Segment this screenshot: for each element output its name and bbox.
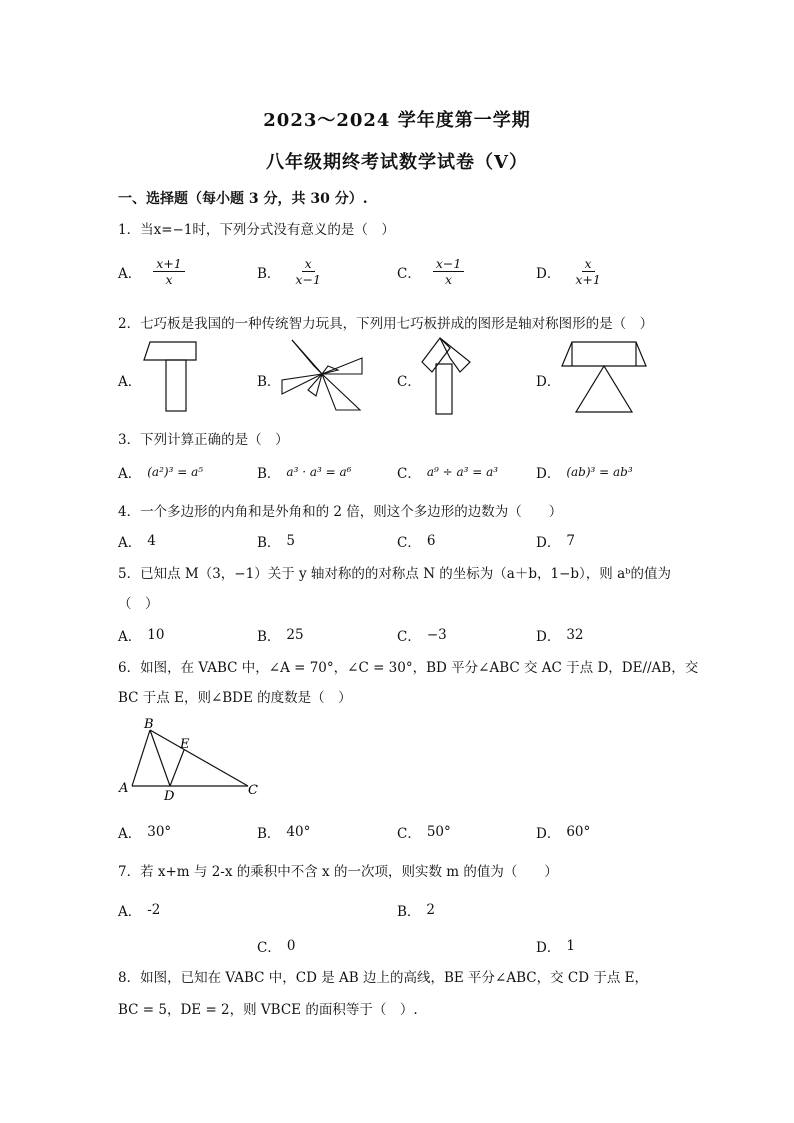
q3-option-c	[397, 462, 498, 482]
option-text: 1	[566, 938, 575, 954]
fraction	[292, 256, 323, 287]
option-label: B．	[397, 904, 421, 920]
option-text: 10	[147, 627, 165, 643]
q5-option-c	[397, 625, 447, 645]
section-heading: 一、选择题（每小题 3 分，共 30 分）.	[118, 191, 368, 207]
q3-option-a	[118, 462, 203, 482]
point-label-d: D	[164, 789, 175, 804]
option-text: 40°	[286, 824, 311, 840]
option-text: 7	[566, 533, 575, 549]
expression: (a²)³ = a⁵	[147, 465, 204, 479]
triangle-figure-q6	[116, 716, 266, 806]
q8-stem-line2: BC = 5，DE = 2，则 VBCE 的面积等于（ ）.	[118, 1002, 418, 1018]
option-text: 2	[426, 902, 436, 918]
q4-option-d	[536, 531, 575, 551]
fraction	[433, 256, 464, 287]
q3-option-d	[536, 462, 633, 482]
q6-option-b	[257, 822, 310, 842]
q6-option-c	[397, 822, 451, 842]
option-text: 5	[286, 533, 296, 549]
option-label: A．	[118, 904, 142, 920]
option-label: A．	[118, 535, 142, 551]
option-label: C．	[397, 826, 421, 842]
exam-title-line1: 2023～2024 学年度第一学期	[263, 110, 531, 131]
segment-bc	[150, 730, 248, 786]
q7-option-b	[397, 900, 435, 920]
fraction	[572, 256, 603, 287]
option-label: B．	[257, 826, 281, 842]
point-label-b: B	[144, 717, 154, 732]
q2-option-a-label: A．	[118, 374, 142, 390]
option-label: B．	[257, 466, 281, 482]
point-label-a: A	[119, 781, 129, 796]
q1-option-d	[536, 256, 604, 287]
tangram-figure-c	[418, 334, 474, 418]
q1-option-b	[257, 256, 324, 287]
option-text: 60°	[566, 824, 591, 840]
option-text: 30°	[147, 824, 172, 840]
q5-stem-line2: （ ）	[118, 596, 159, 612]
q1-option-c	[397, 256, 464, 287]
q2-option-b-label: B．	[257, 374, 281, 390]
q5-stem-line1: 5．已知点 M（3，−1）关于 y 轴对称的的对称点 N 的坐标为（a＋b，1−b），则 aᵇ的值为	[118, 566, 672, 582]
option-label: B．	[257, 265, 281, 282]
fraction	[153, 256, 184, 287]
option-label: A．	[118, 466, 142, 482]
denominator: x	[445, 272, 453, 287]
option-label: D．	[536, 466, 561, 482]
numerator: x+1	[153, 256, 184, 272]
option-label: D．	[536, 265, 561, 282]
option-label: D．	[536, 535, 561, 551]
q6-stem-line1: 6．如图，在 VABC 中，∠A = 70°，∠C = 30°，BD 平分∠ABC 交 AC 于点 D，DE//AB，交	[118, 660, 699, 676]
q7-option-a	[118, 900, 160, 920]
segment-bd	[150, 730, 170, 786]
option-text: 25	[286, 627, 304, 643]
expression: a³ · a³ = a⁶	[286, 465, 352, 479]
q1-stem: 1．当x=−1时，下列分式没有意义的是（ ）	[118, 222, 395, 238]
option-text: −3	[426, 627, 447, 643]
tangram-figure-a	[140, 338, 202, 416]
numerator: x	[582, 256, 595, 272]
exam-title-line2: 八年级期终考试数学试卷（V）	[266, 152, 528, 173]
q2-option-d-label: D．	[536, 374, 561, 390]
q6-stem-line2: BC 于点 E，则∠BDE 的度数是（ ）	[118, 690, 352, 706]
option-text: 0	[286, 938, 296, 954]
option-label: C．	[397, 265, 421, 282]
point-label-c: C	[248, 783, 258, 798]
denominator: x+1	[575, 272, 601, 287]
q8-stem-line1: 8．如图，已知在 VABC 中，CD 是 AB 边上的高线，BE 平分∠ABC，交 CD 于点 E，	[118, 970, 648, 986]
option-label: C．	[397, 629, 421, 645]
q4-option-c	[397, 531, 435, 551]
tangram-figure-b	[278, 336, 366, 414]
option-text: 6	[426, 533, 436, 549]
expression: a⁹ ÷ a³ = a³	[426, 465, 499, 479]
option-label: B．	[257, 629, 281, 645]
q2-stem: 2．七巧板是我国的一种传统智力玩具，下列用七巧板拼成的图形是轴对称图形的是（ ）	[118, 316, 654, 332]
q4-option-b	[257, 531, 295, 551]
q5-option-b	[257, 625, 304, 645]
q7-option-d	[536, 936, 575, 956]
option-text: 4	[147, 533, 156, 549]
option-label: C．	[397, 466, 421, 482]
q5-option-a	[118, 625, 164, 645]
option-label: A．	[118, 826, 142, 842]
numerator: x−1	[433, 256, 464, 272]
q4-option-a	[118, 531, 156, 551]
segment-de	[170, 750, 184, 786]
denominator: x	[165, 272, 173, 287]
q3-option-b	[257, 462, 351, 482]
point-label-e: E	[180, 737, 190, 752]
option-label: A．	[118, 265, 142, 282]
q7-option-c	[257, 936, 295, 956]
option-text: 32	[566, 627, 584, 643]
q5-option-d	[536, 625, 584, 645]
option-label: C．	[397, 535, 421, 551]
q7-stem: 7．若 x+m 与 2-x 的乘积中不含 x 的一次项，则实数 m 的值为（ ）	[118, 864, 558, 880]
segment-ab	[132, 730, 150, 786]
option-label: A．	[118, 629, 142, 645]
q1-option-a	[118, 256, 185, 287]
option-label: D．	[536, 826, 561, 842]
option-label: C．	[257, 940, 281, 956]
q4-stem: 4．一个多边形的内角和是外角和的 2 倍，则这个多边形的边数为（ ）	[118, 504, 563, 520]
option-label: D．	[536, 629, 561, 645]
q2-option-c-label: C．	[397, 374, 421, 390]
option-text: 50°	[426, 824, 451, 840]
numerator: x	[302, 256, 315, 272]
option-text: -2	[147, 902, 161, 918]
q6-option-a	[118, 822, 171, 842]
q6-option-d	[536, 822, 590, 842]
denominator: x−1	[295, 272, 321, 287]
expression: (ab)³ = ab³	[566, 465, 633, 479]
q3-stem: 3．下列计算正确的是（ ）	[118, 432, 289, 448]
option-label: D．	[536, 940, 561, 956]
tangram-figure-d	[558, 338, 650, 416]
option-label: B．	[257, 535, 281, 551]
